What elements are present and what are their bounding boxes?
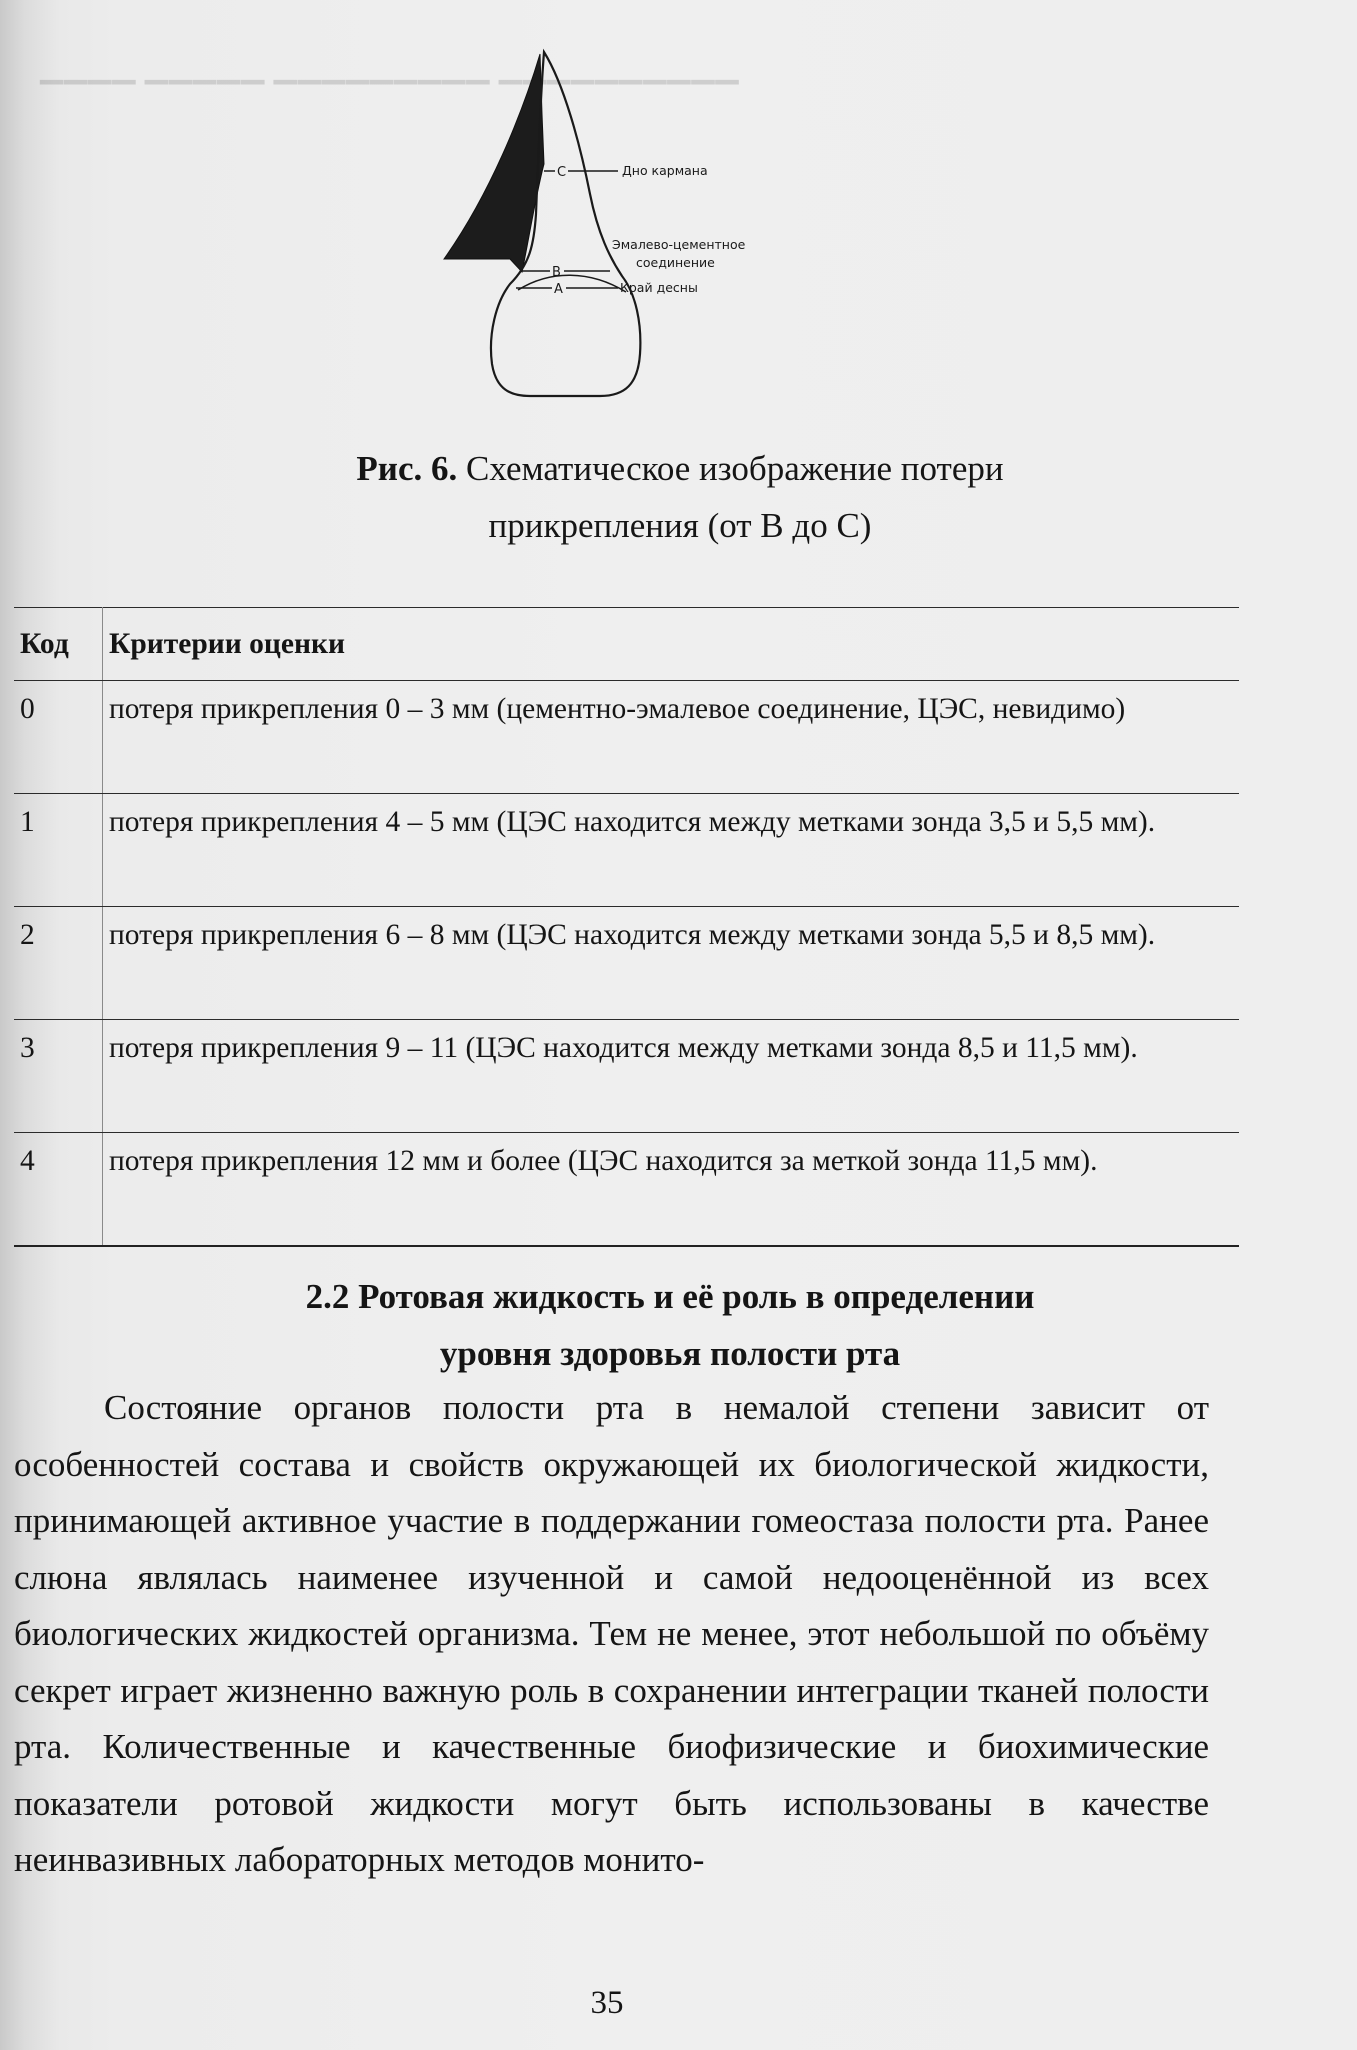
figure-number: Рис. 6.: [356, 449, 458, 488]
header-code: Код: [14, 608, 103, 681]
label-pocket-bottom: Дно кармана: [622, 163, 708, 178]
figure-caption: [180, 440, 1180, 554]
label-cej-line1: Эмалево-цементное: [612, 237, 746, 252]
tooth-diagram: [440, 44, 820, 414]
label-cej-line2: соединение: [636, 255, 715, 270]
row-criteria: потеря прикрепления 6 – 8 мм (ЦЭС находится между метками зонда 5,5 и 8,5 мм).: [103, 907, 1240, 1020]
row-criteria: потеря прикрепления 4 – 5 мм (ЦЭС находится между метками зонда 3,5 и 5,5 мм).: [103, 794, 1240, 907]
section-heading-line-2: уровня здоровья полости рта: [439, 1334, 901, 1373]
row-code: 1: [14, 794, 103, 907]
row-code: 0: [14, 681, 103, 794]
row-criteria: потеря прикрепления 0 – 3 мм (цементно-эмалевое соединение, ЦЭС, невидимо): [103, 681, 1240, 794]
label-gum-edge: Край десны: [620, 280, 698, 295]
letter-b: B: [552, 265, 561, 280]
cej-line: [518, 275, 626, 292]
bleed-through: ▁▁▁▁ ▁▁▁▁▁ ▁▁▁▁▁▁▁▁▁ ▁▁▁▁▁▁▁▁▁▁: [40, 51, 740, 84]
table-row: [14, 1133, 1239, 1247]
table-header-row: [14, 608, 1239, 681]
section-heading-line-1: 2.2 Ротовая жидкость и её роль в определении: [305, 1277, 1035, 1316]
criteria-table: [14, 607, 1239, 1247]
row-criteria: потеря прикрепления 9 – 11 (ЦЭС находится между метками зонда 8,5 и 11,5 мм).: [103, 1020, 1240, 1133]
row-code: 4: [14, 1133, 103, 1247]
header-criteria: Критерии оценки: [103, 608, 1240, 681]
letter-c: C: [557, 165, 567, 180]
gum-pocket-shading: [444, 54, 544, 272]
row-code: 2: [14, 907, 103, 1020]
row-criteria: потеря прикрепления 12 мм и более (ЦЭС находится за меткой зонда 11,5 мм).: [103, 1133, 1240, 1247]
caption-line-2: прикрепления (от В до С): [488, 506, 872, 545]
body-paragraph: Состояние органов полости рта в немалой степени зависит от особенностей состава и свойств окружающей их биологической жидкости, принимающей активное участие в поддержании гомеостаза полости рта. Ранее слюна являлась наименее изученной и самой недооценённой из всех биологических жидкостей организма. Тем не менее, этот небольшой по объёму секрет играет жизненно важную роль в сохранении интеграции тканей полости рта. Количественные и качественные биофизические и биохимические показатели ротовой жидкости могут быть использованы в качестве неинвазивных лабораторных методов монито-: [14, 1388, 1209, 1879]
table-row: [14, 1020, 1239, 1133]
caption-text-1: Схематическое изображение потери: [457, 449, 1004, 488]
section-heading: [130, 1268, 1210, 1382]
caption-line-1: [180, 440, 1180, 497]
table-row: [14, 794, 1239, 907]
page-number: 35: [590, 1985, 624, 2021]
row-code: 3: [14, 1020, 103, 1133]
letter-a: A: [554, 282, 563, 297]
table-row: [14, 907, 1239, 1020]
table-row: [14, 681, 1239, 794]
